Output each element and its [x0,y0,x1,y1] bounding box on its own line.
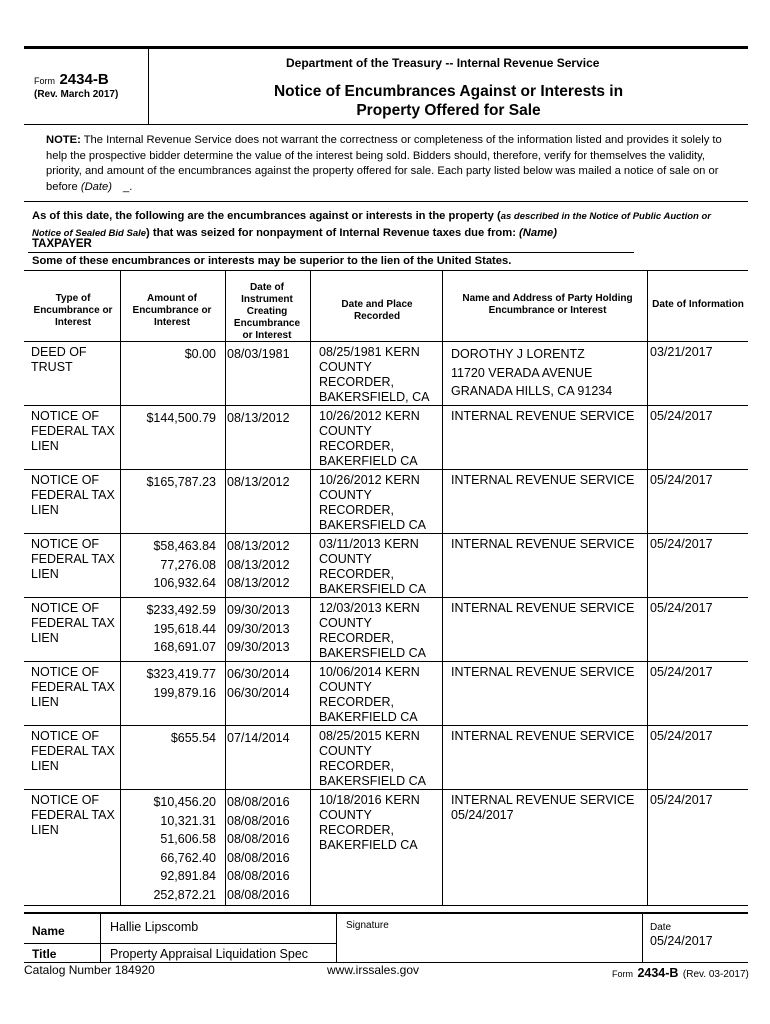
cell-instrument-date-line: 08/03/1981 [227,347,290,361]
row-separator [24,533,748,534]
catalog-number: Catalog Number 184920 [24,963,155,977]
cell-type-line: NOTICE OF [31,665,100,679]
cell-type-line: FEDERAL TAX [31,424,115,438]
taxpayer-name: TAXPAYER [32,238,92,250]
cell-info-date [650,537,730,552]
column-divider-5 [647,271,648,905]
statement-part-3: ) that was seized for nonpayment of Internal Revenue taxes due from: [146,227,516,239]
cell-recorded-line: BAKERSFIELD, CA [319,390,430,404]
cell-type [31,665,119,710]
cell-instrument-date-line: 09/30/2013 [227,640,290,654]
page-title [149,82,748,120]
cell-instrument-date-line: 08/08/2016 [227,795,290,809]
cell-recorded-line: 12/03/2013 KERN [319,601,420,615]
cell-type-line: LIEN [31,631,59,645]
note-bottom-rule [24,201,748,202]
signature-field[interactable] [350,934,630,958]
column-divider-2 [225,271,226,905]
column-divider-3 [310,271,311,905]
cell-recorded-line: RECORDER, [319,823,395,837]
statement-part-1: As of this date, the following are the encumbrances against or interests in the property ( [32,210,501,222]
note-paragraph [46,133,722,195]
cell-amount-line: 195,618.44 [153,621,216,636]
cell-amount-line: 10,321.31 [160,813,216,828]
cell-amount [122,665,216,702]
cell-type-line: DEED OF [31,345,87,359]
cell-info-date-line: 05/24/2017 [650,601,713,615]
cell-type [31,409,119,454]
cell-type [31,729,119,774]
cell-instrument-date [227,665,307,702]
department-name: Department of the Treasury -- Internal Revenue Service [286,56,600,70]
cell-amount [122,729,216,748]
cell-instrument-date [227,409,307,428]
cell-instrument-date-line: 08/13/2012 [227,557,290,572]
cell-instrument-date-line: 08/08/2016 [227,850,290,865]
row-separator [24,789,748,790]
cell-recorded-line: 03/11/2013 KERN [319,537,419,551]
cell-party-line: 11720 VERADA AVENUE [451,365,593,380]
cell-instrument-date-line: 08/08/2016 [227,813,290,828]
cell-recorded-line: 08/25/1981 KERN [319,345,420,359]
cell-amount [122,409,216,428]
cell-amount-line: 66,762.40 [160,850,216,865]
cell-party [451,601,643,616]
cell-info-date [650,793,730,808]
cell-info-date-line: 05/24/2017 [650,793,713,807]
cell-amount-line: $655.54 [170,731,216,745]
cell-recorded-line: RECORDER, [319,695,395,709]
cell-party-line: 05/24/2017 [451,808,514,822]
cell-amount [122,793,216,904]
footer-form-prefix: Form [612,969,633,979]
cell-info-date [650,345,730,360]
cell-recorded-line: COUNTY [319,424,372,438]
table-bottom-rule [24,905,748,906]
top-rule [24,46,748,49]
name-title-divider [24,943,336,944]
row-separator [24,661,748,662]
seizure-statement [32,208,712,242]
cell-recorded-line: RECORDER, [319,631,395,645]
note-text: The Internal Revenue Service does not warrant the correctness or completeness of the information listed and provides it solely to help the prospective bidder determine the value of the interest being sold. Bidders should, therefore, verify for themselves the validity, priority, and amount of the encumbrances against the property offered for sale. Each party listed below was mailed a notice of sale on or before [46,134,722,193]
cell-info-date [650,729,730,744]
cell-info-date [650,601,730,616]
cell-type-line: FEDERAL TAX [31,680,115,694]
cell-recorded-line: 10/06/2014 KERN [319,665,420,679]
cell-amount [122,473,216,492]
cell-type [31,793,119,838]
cell-amount-line: $0.00 [184,347,216,361]
cell-type-line: LIEN [31,759,59,773]
cell-recorded-line: BAKERSFIELD CA [319,774,426,788]
row-separator [24,725,748,726]
cell-recorded-line: 10/26/2012 KERN [319,473,420,487]
cell-amount-line: $323,419.77 [146,667,216,681]
cell-party-line: GRANADA HILLS, CA 91234 [451,384,613,398]
col-header-type: Type of Encumbrance or Interest [33,293,113,328]
cell-instrument-date-line: 08/13/2012 [227,576,290,590]
cell-type-line: NOTICE OF [31,473,100,487]
cell-recorded-line: COUNTY [319,680,372,694]
cell-recorded-line: BAKERFIELD CA [319,710,418,724]
row-separator [24,469,748,470]
cell-amount-line: 252,872.21 [153,887,216,902]
col-header-amount: Amount of Encumbrance or Interest [132,293,212,328]
cell-instrument-date [227,345,307,364]
cell-recorded-line: 08/25/2015 KERN [319,729,420,743]
cell-type-line: FEDERAL TAX [31,808,115,822]
signature-divider-2 [336,914,337,962]
title-line-1: Notice of Encumbrances Against or Interests in [273,83,624,100]
column-divider-1 [120,271,121,905]
statement-name-label: (Name) [519,227,557,239]
footer-form-id [612,964,749,982]
cell-party [451,345,643,401]
title-label: Title [32,947,57,961]
cell-type-line: NOTICE OF [31,537,100,551]
cell-type [31,345,119,375]
cell-type [31,473,119,518]
statement-bottom-rule [24,270,748,271]
cell-type [31,601,119,646]
superiority-note: Some of these encumbrances or interests may be superior to the lien of the United States. [32,255,512,267]
cell-recorded-line: BAKERSFIELD CA [319,646,426,660]
cell-type [31,537,119,582]
cell-instrument-date-line: 08/13/2012 [227,475,290,489]
name-value: Hallie Lipscomb [110,920,199,934]
cell-info-date [650,409,730,424]
cell-amount-line: $233,492.59 [146,603,216,617]
cell-recorded-line: RECORDER, [319,503,395,517]
cell-recorded-line: COUNTY [319,488,372,502]
signature-divider-3 [642,914,643,962]
cell-recorded-line: RECORDER, [319,759,395,773]
cell-party-line: INTERNAL REVENUE SERVICE [451,729,635,743]
cell-info-date [650,665,730,680]
column-divider-4 [442,271,443,905]
cell-instrument-date [227,601,307,657]
cell-info-date-line: 05/24/2017 [650,665,713,679]
cell-recorded [319,665,439,725]
cell-amount [122,345,216,364]
cell-type-line: FEDERAL TAX [31,744,115,758]
cell-instrument-date [227,793,307,904]
signature-divider-1 [100,914,101,962]
cell-instrument-date-line: 06/30/2014 [227,667,290,681]
note-date-label: (Date) [80,180,112,193]
cell-amount-line: 92,891.84 [160,869,216,883]
cell-info-date [650,473,730,488]
cell-recorded-line: COUNTY [319,616,372,630]
cell-recorded [319,537,439,597]
col-header-date-instrument: Date of Instrument Creating Encumbrance or Interest [233,282,301,341]
cell-recorded-line: COUNTY [319,808,372,822]
cell-amount [122,537,216,593]
cell-party-line: INTERNAL REVENUE SERVICE [451,665,635,679]
cell-recorded-line: BAKERSFIELD CA [319,582,426,596]
cell-instrument-date-line: 08/08/2016 [227,869,290,883]
note-date-value: _. [123,180,133,193]
cell-amount-line: 168,691.07 [153,640,216,654]
form-number: 2434-B [59,71,109,88]
cell-type-line: LIEN [31,567,59,581]
cell-type-line: LIEN [31,823,59,837]
cell-type-line: LIEN [31,503,59,517]
statement-part-2: as described in the Notice of Public Auction or Notice of Sealed Bid Sale [32,211,711,239]
cell-recorded-line: COUNTY [319,360,372,374]
cell-party [451,665,643,680]
row-separator [24,405,748,406]
cell-party-line: DOROTHY J LORENTZ [451,347,585,361]
cell-recorded-line: BAKERFIELD CA [319,838,418,852]
cell-type-line: NOTICE OF [31,729,100,743]
cell-recorded [319,601,439,661]
cell-type-line: NOTICE OF [31,409,100,423]
cell-instrument-date [227,537,307,593]
title-line-2: Property Offered for Sale [356,102,541,119]
date-label: Date [650,922,672,933]
cell-recorded [319,729,439,789]
cell-info-date-line: 05/24/2017 [650,537,713,551]
cell-type-line: NOTICE OF [31,793,100,807]
cell-recorded [319,793,439,853]
cell-party [451,793,643,823]
col-header-name-address: Name and Address of Party Holding Encumbrance or Interest [462,293,633,316]
cell-type-line: FEDERAL TAX [31,616,115,630]
cell-instrument-date-line: 09/30/2013 [227,603,290,617]
cell-party-line: INTERNAL REVENUE SERVICE [451,473,635,487]
cell-instrument-date-line: 06/30/2014 [227,685,290,700]
cell-party [451,473,643,488]
cell-recorded [319,473,439,533]
cell-recorded-line: RECORDER, [319,567,395,581]
cell-recorded-line: BAKERFIELD CA [319,454,418,468]
cell-type-line: FEDERAL TAX [31,488,115,502]
cell-amount-line: $144,500.79 [146,411,216,425]
cell-amount-line: $165,787.23 [146,475,216,489]
header-bottom-rule [24,124,748,125]
cell-party [451,537,643,552]
cell-party-line: INTERNAL REVENUE SERVICE [451,793,635,807]
cell-amount [122,601,216,657]
cell-instrument-date-line: 08/13/2012 [227,539,290,553]
cell-type-line: LIEN [31,439,59,453]
cell-party [451,729,643,744]
date-value: 05/24/2017 [650,934,713,948]
cell-amount-line: $10,456.20 [153,795,216,809]
cell-amount-line: 106,932.64 [153,576,216,590]
cell-recorded [319,345,439,405]
cell-type-line: FEDERAL TAX [31,552,115,566]
row-separator [24,597,748,598]
form-prefix: Form [34,76,55,86]
cell-instrument-date-line: 09/30/2013 [227,621,290,636]
footer-form-number: 2434-B [637,966,679,980]
cell-recorded-line: COUNTY [319,552,372,566]
cell-instrument-date-line: 07/14/2014 [227,731,290,745]
cell-instrument-date-line: 08/13/2012 [227,411,290,425]
cell-amount-line: 199,879.16 [153,685,216,700]
cell-recorded-line: 10/18/2016 KERN [319,793,420,807]
cell-recorded-line: COUNTY [319,744,372,758]
cell-info-date-line: 05/24/2017 [650,473,713,487]
note-label: NOTE: [46,134,81,146]
cell-info-date-line: 05/24/2017 [650,409,713,423]
taxpayer-underline [28,252,634,253]
cell-recorded [319,409,439,469]
name-label: Name [32,924,65,938]
cell-info-date-line: 05/24/2017 [650,729,713,743]
cell-amount-line: 51,606.58 [160,832,216,846]
cell-party-line: INTERNAL REVENUE SERVICE [451,601,635,615]
table-header-bottom-rule [24,341,748,342]
cell-instrument-date [227,473,307,492]
signature-top-rule [24,912,748,914]
cell-party [451,409,643,424]
signature-label: Signature [346,920,389,931]
cell-instrument-date-line: 08/08/2016 [227,887,290,902]
cell-recorded-line: 10/26/2012 KERN [319,409,420,423]
cell-instrument-date [227,729,307,748]
cell-type-line: LIEN [31,695,59,709]
col-header-date-info: Date of Information [652,299,744,310]
col-header-date-place: Date and Place Recorded [341,299,413,322]
cell-info-date-line: 03/21/2017 [650,345,713,359]
cell-recorded-line: RECORDER, [319,375,395,389]
cell-amount-line: 77,276.08 [160,557,216,572]
cell-instrument-date-line: 08/08/2016 [227,832,290,846]
form-id [34,71,109,89]
cell-party-line: INTERNAL REVENUE SERVICE [451,409,635,423]
cell-type-line: TRUST [31,360,73,374]
title-value: Property Appraisal Liquidation Spec [110,947,309,961]
cell-type-line: NOTICE OF [31,601,100,615]
form-revision: (Rev. March 2017) [34,89,119,100]
cell-recorded-line: BAKERSFIELD CA [319,518,426,532]
cell-party-line: INTERNAL REVENUE SERVICE [451,537,635,551]
footer-form-revision: (Rev. 03-2017) [682,969,749,980]
website-link[interactable]: www.irssales.gov [327,963,420,977]
cell-amount-line: $58,463.84 [153,539,216,553]
cell-recorded-line: RECORDER, [319,439,395,453]
